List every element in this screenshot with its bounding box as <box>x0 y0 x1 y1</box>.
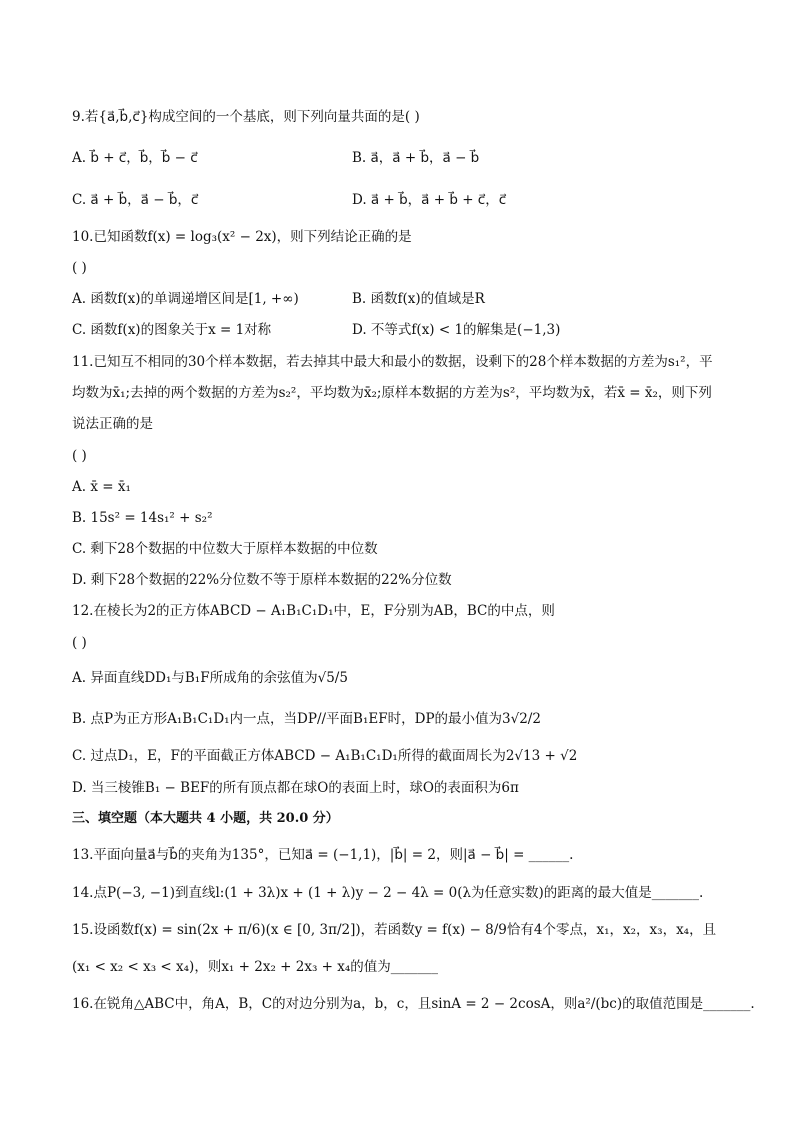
q13: 13.平面向量a⃗与b⃗的夹角为135°，已知a⃗ = (−1,1)，|b⃗| = 2，则|a⃗ − b⃗| = ______. <box>72 847 574 863</box>
q12-option-a: A. 异面直线DD₁与B₁F所成角的余弦值为√5/5 <box>72 670 348 686</box>
q11-line-3: 说法正确的是 <box>72 416 153 432</box>
q11-line-1: 11.已知互不相同的30个样本数据，若去掉其中最大和最小的数据，设剩下的28个样本数据的方差为s₁²，平 <box>72 354 713 370</box>
q10-paren: ( ) <box>72 260 87 276</box>
q9-option-b: B. a⃗，a⃗ + b⃗，a⃗ − b⃗ <box>352 150 480 166</box>
q12-paren: ( ) <box>72 635 87 651</box>
q12-option-b: B. 点P为正方形A₁B₁C₁D₁内一点，当DP//平面B₁EF时，DP的最小值为3√2/2 <box>72 711 541 727</box>
q15-line-2: (x₁ < x₂ < x₃ < x₄)，则x₁ + 2x₂ + 2x₃ + x₄的值为_______ <box>72 959 439 975</box>
q12-option-d: D. 当三棱锥B₁ − BEF的所有顶点都在球O的表面上时，球O的表面积为6π <box>72 780 519 796</box>
q9-option-c: C. a⃗ + b⃗，a⃗ − b⃗，c⃗ <box>72 192 199 208</box>
q12-option-c: C. 过点D₁，E，F的平面截正方体ABCD − A₁B₁C₁D₁所得的截面周长为2√13 + √2 <box>72 748 578 764</box>
q10-option-d: D. 不等式f(x) < 1的解集是(−1,3) <box>352 322 561 338</box>
section-fill-in-blank-heading: 三、填空题（本大题共 4 小题，共 20.0 分） <box>72 811 339 826</box>
q10-stem: 10.已知函数f(x) = log₃(x² − 2x)，则下列结论正确的是 <box>72 229 412 245</box>
q11-paren: ( ) <box>72 448 87 464</box>
q12-stem: 12.在棱长为2的正方体ABCD − A₁B₁C₁D₁中，E，F分别为AB，BC的中点，则 <box>72 603 555 619</box>
q11-option-c: C. 剩下28个数据的中位数大于原样本数据的中位数 <box>72 541 378 557</box>
q11-option-b: B. 15s² = 14s₁² + s₂² <box>72 510 213 526</box>
q14: 14.点P(−3, −1)到直线l:(1 + 3λ)x + (1 + λ)y − 2 − 4λ = 0(λ为任意实数)的距离的最大值是_______. <box>72 885 704 901</box>
q11-option-d: D. 剩下28个数据的22%分位数不等于原样本数据的22%分位数 <box>72 572 452 588</box>
q16: 16.在锐角△ABC中，角A，B，C的对边分别为a，b，c，且sinA = 2 − 2cosA，则a²/(bc)的取值范围是_______. <box>72 996 755 1012</box>
q9-option-d: D. a⃗ + b⃗，a⃗ + b⃗ + c⃗，c⃗ <box>352 192 507 208</box>
q10-option-b: B. 函数f(x)的值域是R <box>352 291 485 307</box>
q11-line-2: 均数为x̄₁;去掉的两个数据的方差为s₂²，平均数为x̄₂;原样本数据的方差为s²，平均数为x̄，若x̄ = x̄₂，则下列 <box>72 385 712 401</box>
q9-option-a: A. b⃗ + c⃗，b⃗，b⃗ − c⃗ <box>72 150 198 166</box>
q9-stem: 9.若{a⃗,b⃗,c⃗}构成空间的一个基底，则下列向量共面的是( ) <box>72 109 420 125</box>
q15-line-1: 15.设函数f(x) = sin(2x + π/6)(x ∈ [0, 3π/2])，若函数y = f(x) − 8/9恰有4个零点，x₁，x₂，x₃，x₄，且 <box>72 922 717 938</box>
q11-option-a: A. x̄ = x̄₁ <box>72 479 131 495</box>
q10-option-a: A. 函数f(x)的单调递增区间是[1, +∞) <box>72 291 299 307</box>
q10-option-c: C. 函数f(x)的图象关于x = 1对称 <box>72 322 272 338</box>
